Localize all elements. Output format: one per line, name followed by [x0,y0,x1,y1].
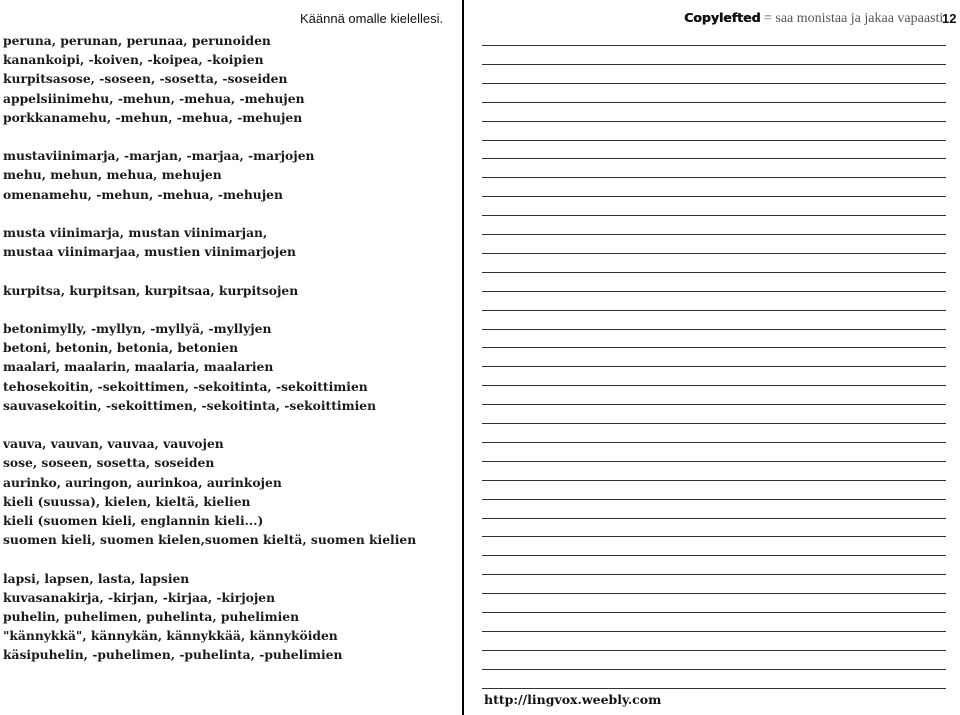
vocab-line: puhelin, puhelimen, puhelinta, puhelimien [3,609,300,624]
writing-line[interactable] [482,366,946,367]
column-divider [462,0,464,715]
page-number: 12 [942,11,957,26]
writing-line[interactable] [482,102,946,103]
vocab-line: peruna, perunan, perunaa, perunoiden [3,33,271,48]
vocab-group [3,223,458,261]
writing-line[interactable] [482,480,946,481]
vocab-line: kuvasanakirja, -kirjan, -kirjaa, -kirjojen [3,589,276,605]
vocab-line: mustaviinimarja, -marjan, -marjaa, -marjojen [3,148,315,164]
vocab-line: kurpitsasose, -soseen, -sosetta, -soseiden [3,71,288,87]
writing-line[interactable] [482,158,946,159]
writing-line[interactable] [482,593,946,594]
translate-instruction: Käännä omalle kielellesi. [300,11,444,26]
writing-line[interactable] [482,196,946,197]
writing-line[interactable] [482,423,946,424]
vocab-group [3,569,458,665]
vocab-line: aurinko, auringon, aurinkoa, aurinkojen [3,474,282,490]
vocab-group [3,281,458,300]
writing-line[interactable] [482,215,946,216]
writing-line[interactable] [482,688,946,689]
writing-line[interactable] [482,329,946,330]
vocab-line: musta viinimarja, mustan viinimarjan, [3,225,268,240]
writing-line[interactable] [482,83,946,84]
writing-line[interactable] [482,64,946,65]
writing-line[interactable] [482,669,946,670]
vocab-group [3,146,458,204]
vocab-line: tehosekoitin, -sekoittimen, -sekoitinta, -sekoittimien [3,378,368,394]
vocab-line: kieli (suussa), kielen, kieltä, kielien [3,493,251,509]
writing-line[interactable] [482,234,946,235]
vocab-line: sose, soseen, sosetta, soseiden [3,455,215,471]
footer-url[interactable]: http://lingvox.weebly.com [484,692,662,707]
vocab-line: betonimylly, -myllyn, -myllyä, -myllyjen [3,320,272,336]
copyleft-header [684,10,943,27]
vocab-group [3,434,458,549]
writing-line[interactable] [482,404,946,405]
writing-line[interactable] [482,272,946,273]
writing-line[interactable] [482,442,946,443]
writing-line[interactable] [482,45,946,46]
vocab-line: suomen kieli, suomen kielen,suomen kieltä, suomen kielien [3,532,417,548]
writing-line[interactable] [482,631,946,632]
vocab-line: käsipuhelin, -puhelimen, -puhelinta, -puhelimien [3,647,343,663]
writing-line[interactable] [482,574,946,575]
vocab-line: omenamehu, -mehun, -mehua, -mehujen [3,186,283,202]
vocab-line: mustaa viinimarjaa, mustien viinimarjojen [3,244,296,260]
vocab-line: kurpitsa, kurpitsan, kurpitsaa, kurpitsojen [3,282,299,298]
writing-line[interactable] [482,177,946,178]
vocabulary-list [3,31,458,684]
vocab-line: appelsiinimehu, -mehun, -mehua, -mehujen [3,90,305,106]
writing-line[interactable] [482,536,946,537]
vocab-line: kanankoipi, -koiven, -koipea, -koipien [3,52,264,68]
copyleft-brand: Copylefted [684,10,761,25]
writing-line[interactable] [482,291,946,292]
writing-line[interactable] [482,499,946,500]
writing-line[interactable] [482,385,946,386]
copyleft-tagline: = saa monistaa ja jakaa vapaasti [760,11,944,26]
vocab-group [3,31,458,127]
writing-line[interactable] [482,518,946,519]
writing-line[interactable] [482,310,946,311]
writing-line[interactable] [482,612,946,613]
vocab-line: betoni, betonin, betonia, betonien [3,340,239,356]
vocab-line: "kännykkä", kännykän, kännykkää, kännyköiden [3,628,338,644]
writing-line[interactable] [482,461,946,462]
writing-line[interactable] [482,140,946,141]
writing-line[interactable] [482,650,946,651]
writing-line[interactable] [482,347,946,348]
vocab-line: sauvasekoitin, -sekoittimen, -sekoitinta, -sekoittimien [3,397,377,413]
vocab-line: kieli (suomen kieli, englannin kieli...) [3,513,264,528]
vocab-line: lapsi, lapsen, lasta, lapsien [3,570,190,586]
writing-line[interactable] [482,121,946,122]
writing-line[interactable] [482,253,946,254]
vocab-line: mehu, mehun, mehua, mehujen [3,167,222,183]
vocab-line: vauva, vauvan, vauvaa, vauvojen [3,436,224,452]
vocab-line: maalari, maalarin, maalaria, maalarien [3,359,274,375]
vocab-group [3,319,458,415]
writing-line[interactable] [482,555,946,556]
vocab-line: porkkanamehu, -mehun, -mehua, -mehujen [3,109,303,125]
